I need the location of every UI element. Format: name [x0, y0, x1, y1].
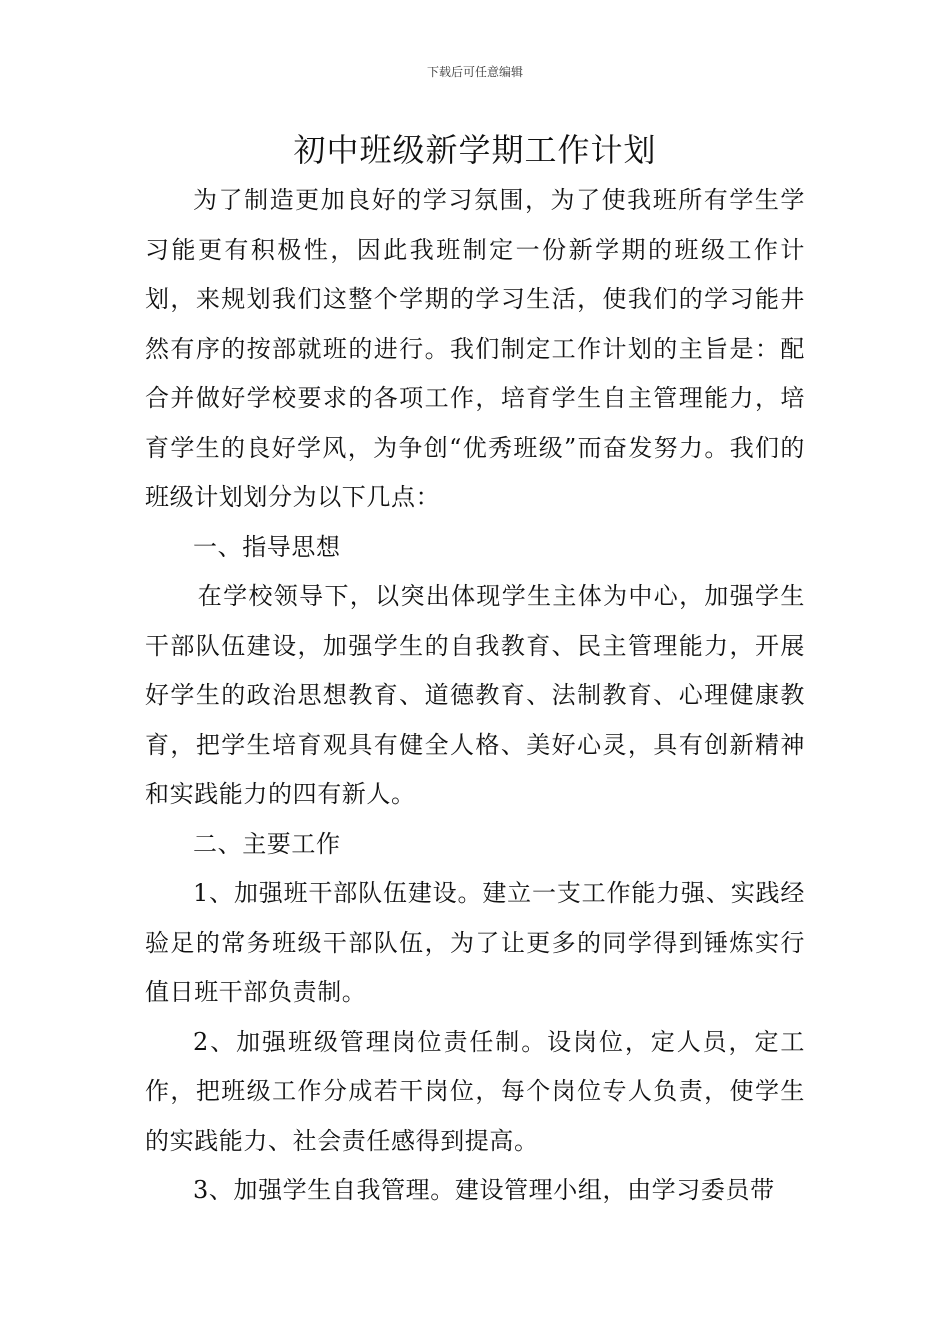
guiding-ideology-paragraph: 在学校领导下，以突出体现学生主体为中心，加强学生干部队伍建设，加强学生的自我教育、民主管理能力，开展好学生的政治思想教育、道德教育、法制教育、心理健康教育，把学生培育观具有健全人格、美好心灵，具有创新精神和实践能力的四有新人。: [145, 582, 805, 808]
main-work-item-3: 3、加强学生自我管理。建设管理小组，由学习委员带: [193, 1176, 775, 1204]
header-note: 下载后可任意编辑: [426, 65, 523, 79]
document-body: [145, 176, 805, 1216]
section-heading-main-work: 二、主要工作: [193, 829, 341, 858]
main-work-item-1: 1、加强班干部队伍建设。建立一支工作能力强、实践经验足的常务班级干部队伍，为了让更多的同学得到锤炼实行值日班干部负责制。: [145, 879, 805, 1006]
document-title: 初中班级新学期工作计划: [293, 131, 657, 169]
intro-paragraph: 为了制造更加良好的学习氛围，为了使我班所有学生学习能更有积极性，因此我班制定一份新学期的班级工作计划，来规划我们这整个学期的学习生活，使我们的学习能井然有序的按部就班的进行。我们制定工作计划的主旨是：配合并做好学校要求的各项工作，培育学生自主管理能力，培育学生的良好学风，为争创“优秀班级”而奋发努力。我们的班级计划划分为以下几点：: [145, 186, 805, 511]
section-heading-guiding-ideology: 一、指导思想: [193, 532, 341, 561]
main-work-item-2: 2、加强班级管理岗位责任制。设岗位，定人员，定工作，把班级工作分成若干岗位，每个岗位专人负责，使学生的实践能力、社会责任感得到提高。: [145, 1027, 805, 1155]
